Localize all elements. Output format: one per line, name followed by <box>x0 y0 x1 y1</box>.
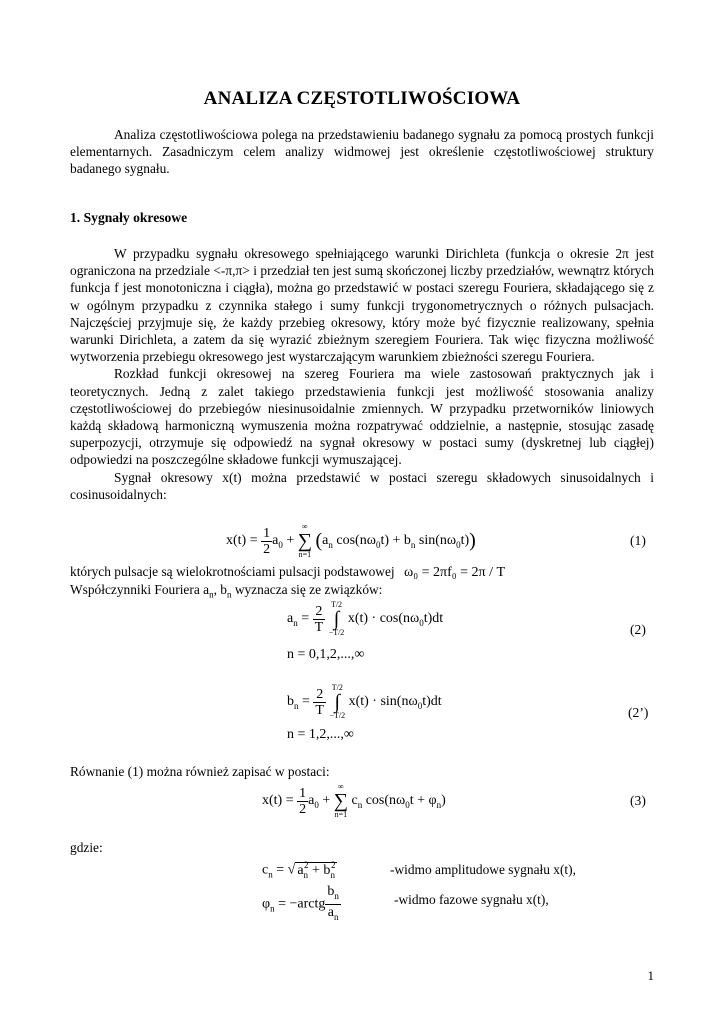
page-number: 1 <box>647 968 654 983</box>
phase-formula: $\varphi_n$ = −arctg $\frac{b_n}{a_n}$ <box>262 884 339 922</box>
amplitude-formula: $c_n$ = √ $a_n^2 + b_n^2$ <box>262 860 336 880</box>
pulsation-formula: ω₀ = 2πf₀ = 2π / T <box>404 565 506 580</box>
equation-3-number: (3) <box>630 793 646 808</box>
coefficients-line: Współczynniki Fouriera $a_n$, $b_n$ wyznacza się ze związków: <box>70 582 383 600</box>
paragraph-dirichlet: W przypadku sygnału okresowego spełniającego warunki Dirichleta (funkcja o okresie 2π jest ograniczona na przedziale <-π,π> i przedział ten jest sumą skończonej liczby przedziałów, wewnątrz których funkcja f jest monotoniczna i ciągła), można go przedstawić w postaci szeregu Fouriera, składającego się z w ogólnym przypadku z czynnika stałego i sumy funkcji trygonometrycznych o różnych pulsacjach. Najczęściej przyjmuje się, że każdy przebieg okresowy, który może być fizycznie realizowany, spełnia warunki Dirichleta, a zatem da się wyrazić zbieżnym szeregiem Fouriera. Tak więc fizyczna możliwość wytworzenia przebiegu okresowego jest wystarczającym warunkiem zbieżności szeregu Fouriera. <box>70 246 654 365</box>
pulsation-text: których pulsacje są wielokrotnościami pulsacji podstawowej <box>70 564 395 579</box>
amplitude-description: -widmo amplitudowe sygnału x(t), <box>390 862 576 877</box>
coeff-text-b: , b <box>213 582 227 597</box>
paragraph-signal: Sygnał okresowy x(t) można przedstawić w postaci szeregu składowych sinusoidalnych i cosinusoidalnych: <box>70 469 654 502</box>
equation-3-intro: Równanie (1) można również zapisać w postaci: <box>70 764 330 779</box>
intro-text: Analiza częstotliwościowa polega na przedstawieniu badanego sygnału za pomocą prostych funkcji elementarnych. Zasadniczym celem analizy widmowej jest określenie częstotliwościowej struktury badanego sygnału. <box>70 127 654 177</box>
equation-2-prime-range: n = 1,2,...,∞ <box>287 727 354 742</box>
paragraph-fourier-use: Rozkład funkcji okresowej na szereg Fouriera ma wiele zastosowań praktycznych jak i teoretycznych. Jedną z zalet takiego przedstawienia funkcji jest możliwość stosowania analizy częstotliwościowej do przebiegów niesinusoidalnie zmiennych. W przypadku przetworników liniowych każdą składową harmoniczną wymuszenia można rozpatrywać oddzielnie, a następnie, stosując zasadę superpozycji, otrzymuje się odpowiedź na sygnał okresowy w postaci sumy (dyskretnej lub ciągłej) odpowiedzi na poszczególne składowe funkcji wymuszającej. <box>70 366 654 468</box>
section-heading: 1. Sygnały okresowe <box>70 210 188 225</box>
gdzie-label: gdzie: <box>70 840 103 855</box>
coeff-text-a: Współczynniki Fouriera a <box>70 582 210 597</box>
equation-2-number: (2) <box>630 622 646 637</box>
pulsation-line <box>70 564 505 581</box>
equation-1: x(t) = $\frac{1}{2}$ $a_0$ + ∞ ∑ n=1 ($a_n$ $\cos(n\omega_0t) + b_n$ $\sin(n\omega_0t)$) <box>226 522 476 559</box>
page-title: ANALIZA CZĘSTOTLIWOŚCIOWA <box>203 88 521 109</box>
coeff-text-c: wyznacza się ze związków: <box>231 582 383 597</box>
section-body <box>70 245 654 503</box>
intro-paragraph <box>70 126 654 178</box>
equation-2: $a_n$ = $\frac{2}{T}$ T/2 ∫ −T/2 $x(t) \cdot \cos(n\omega_0t)dt$ <box>287 600 444 637</box>
equation-2-range: n = 0,1,2,...,∞ <box>287 647 365 662</box>
equation-2-prime: $b_n$ = $\frac{2}{T}$ T/2 ∫ −T/2 $x(t) \cdot \sin(n\omega_0t)dt$ <box>287 683 442 720</box>
phase-description: -widmo fazowe sygnału x(t), <box>394 892 549 907</box>
equation-2-prime-number: (2’) <box>628 705 649 720</box>
equation-3: x(t) = $\frac{1}{2}$ $a_0$ + ∞ ∑ n=1 $c_n$ $\cos(n\omega_0t + \varphi_n)$ <box>262 782 446 819</box>
equation-1-number: (1) <box>630 533 646 548</box>
